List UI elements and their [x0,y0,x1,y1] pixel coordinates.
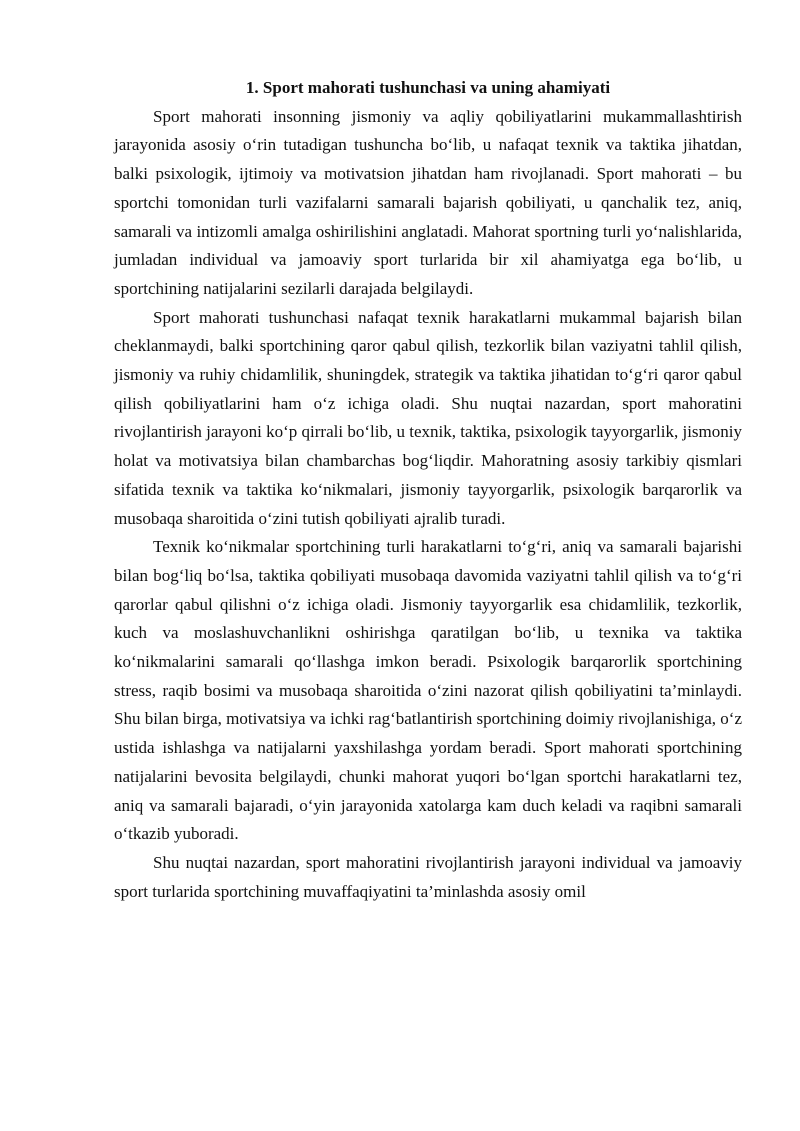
section-title: 1. Sport mahorati tushunchasi va uning ahamiyati [245,78,611,97]
document-body [114,74,742,906]
paragraph-4: Shu nuqtai nazardan, sport mahoratini rivojlantirish jarayoni individual va jamoaviy sport turlarida sportchining muvaffaqiyatini ta’minlashda asosiy omil [114,852,742,901]
paragraph-2: Sport mahorati tushunchasi nafaqat texnik harakatlarni mukammal bajarish bilan cheklanmaydi, balki sportchining qaror qabul qilish, tezkorlik bilan vaziyatni tahlil qilish, jismoniy va ruhiy chidamlilik, shuningdek, strategik va taktika jihatidan to‘g‘ri qaror qabul qilish qobiliyatlarini ham o‘z ichiga oladi. Shu nuqtai nazardan, sport mahoratini rivojlantirish jarayoni ko‘p qirrali bo‘lib, u texnik, taktika, psixologik tayyorgarlik, jismoniy holat va motivatsiya bilan chambarchas bog‘liqdir. Mahoratning asosiy tarkibiy qismlari sifatida texnik va taktika ko‘nikmalari, jismoniy tayyorgarlik, psixologik barqarorlik va musobaqa sharoitida o‘zini tutish qobiliyati ajralib turadi. [114,307,742,528]
paragraph-3: Texnik ko‘nikmalar sportchining turli harakatlarni to‘g‘ri, aniq va samarali bajarishi bilan bog‘liq bo‘lsa, taktika qobiliyati musobaqa davomida vaziyatni tahlil qilish va to‘g‘ri qarorlar qabul qilishni o‘z ichiga oladi. Jismoniy tayyorgarlik esa chidamlilik, tezkorlik, kuch va moslashuvchanlikni oshirishga qaratilgan bo‘lib, u texnika va taktika ko‘nikmalarini samarali qo‘llashga imkon beradi. Psixologik barqarorlik sportchining stress, raqib bosimi va musobaqa sharoitida o‘zini nazorat qilish qobiliyatini ta’minlaydi. Shu bilan birga, motivatsiya va ichki rag‘batlantirish sportchining doimiy rivojlanishiga, o‘z ustida ishlashga va natijalarni yaxshilashga yordam beradi. Sport mahorati sportchining natijalarini bevosita belgilaydi, chunki mahorat yuqori bo‘lgan sportchi harakatlarni tez, aniq va samarali bajaradi, o‘yin jarayonida xatolarga kam duch keladi va raqibni samarali o‘tkazib yuboradi. [114,537,742,844]
paragraph-1: Sport mahorati insonning jismoniy va aqliy qobiliyatlarini mukammallashtirish jarayonida asosiy o‘rin tutadigan tushuncha bo‘lib, u nafaqat texnik va taktika jihatdan, balki psixologik, ijtimoiy va motivatsion jihatdan ham rivojlanadi. Sport mahorati – bu sportchi tomonidan turli vazifalarni samarali bajarish qobiliyati, u qanchalik tez, aniq, samarali va intizomli amalga oshirilishini anglatadi. Mahorat sportning turli yo‘nalishlarida, jumladan individual va jamoaviy sport turlarida bir xil ahamiyatga ega bo‘lib, u sportchining natijalarini sezilarli darajada belgilaydi. [114,106,742,298]
